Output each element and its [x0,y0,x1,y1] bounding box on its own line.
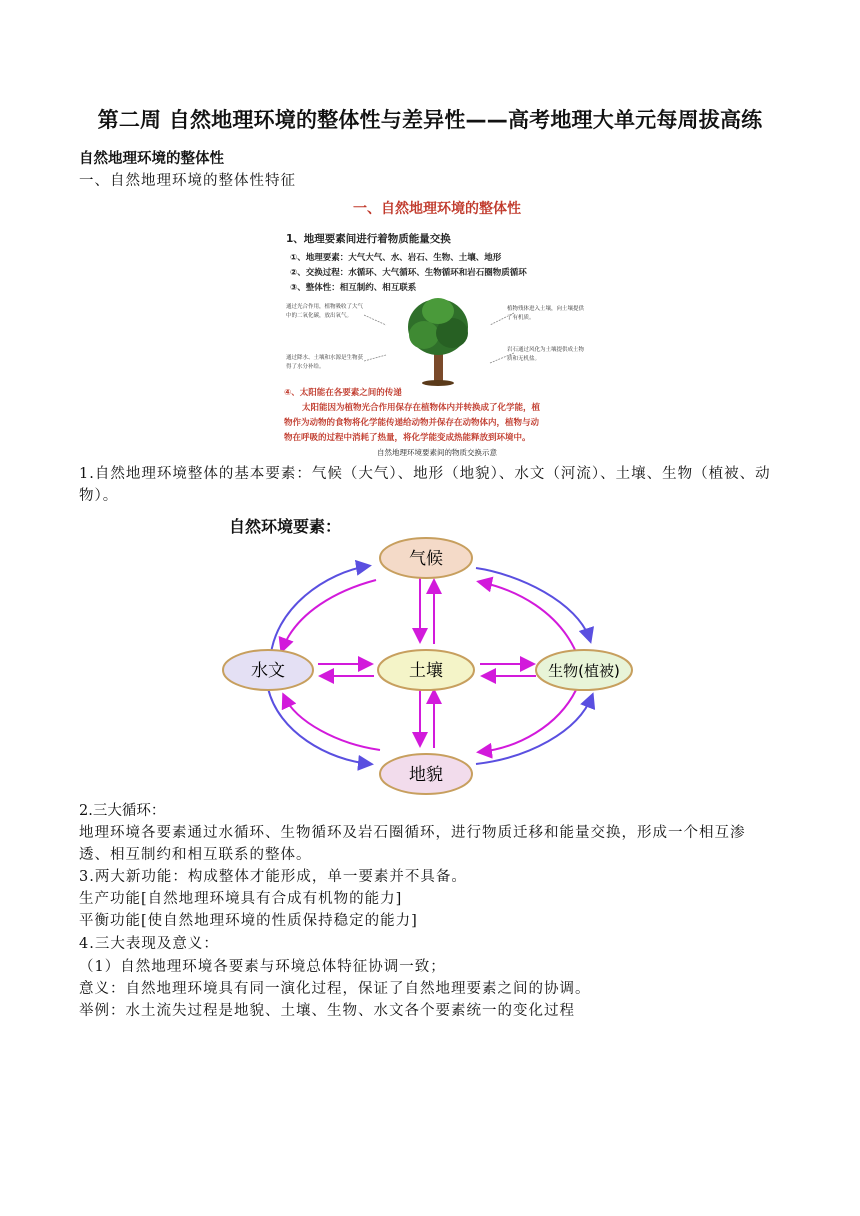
tree-illustration [364,293,514,388]
node-biology [536,650,632,690]
arc-right-to-bottom [480,690,576,752]
paragraph-2-text: 地理环境各要素通过水循环、生物循环及岩石圈循环，进行物质迁移和能量交换，形成一个相互渗透、相互制约和相互联系的整体。 [79,825,746,863]
page-title: 第二周 自然地理环境的整体性与差异性——高考地理大单元每周拔高练 [97,108,763,132]
arc-left-to-top [270,566,368,662]
arc-top-to-left [282,580,376,650]
elements-diagram [218,512,638,800]
node-biology-label: 生物(植被) [548,662,620,680]
figure1-note-2: 植物残体进入土壤，向土壤提供了有机质。 [507,306,585,321]
figure2-title: 自然环境要素： [229,517,342,536]
paragraph-3-b: 平衡功能[使自然地理环境的性质保持稳定的能力] [79,913,418,929]
paragraph-2-title: 2.三大循环： [79,803,166,819]
arc-bottom-to-right [476,696,592,764]
figure1-heading: 一、自然地理环境的整体性 [353,201,521,217]
node-climate [380,538,472,578]
node-hydrology [223,650,313,690]
figure-environment-elements [218,512,638,800]
node-landform-label: 地貌 [409,765,443,785]
arc-right-to-top [480,582,576,652]
node-landform [380,754,472,794]
figure1-sun-line-1: 太阳能因为植物光合作用保存在植物体内并转换成了化学能，植 [302,403,541,413]
section-heading: 自然地理环境的整体性 [79,151,224,167]
figure1-sun-line-2: 物作为动物的食物将化学能传递给动物并保存在动物体内，植物与动 [284,418,540,428]
paragraph-4-title: 4.三大表现及意义： [79,936,219,952]
figure1-sun-heading: ④、太阳能在各要素之间的传递 [284,388,402,398]
subheading: 一、自然地理环境的整体性特征 [79,173,296,189]
paragraph-3-a: 生产功能[自然地理环境具有合成有机物的能力] [79,891,403,907]
figure-material-exchange [274,193,600,461]
node-climate-label: 气候 [409,549,443,569]
figure1-note-4: 岩石通过风化为土壤提供成土物质和无机盐。 [507,347,585,362]
arc-bottom-to-left [284,696,380,750]
figure1-bullet-3: ③、整体性：相互制约、相互联系 [290,283,417,293]
figure1-item1: 1、地理要素间进行着物质能量交换 [286,233,451,245]
figure1-caption: 自然地理环境要素间的物质交换示意 [377,448,497,457]
figure1-sun-line-3: 物在呼吸的过程中消耗了热量，将化学能变成热能释放到环境中。 [284,433,531,443]
node-hydrology-label: 水文 [251,661,285,681]
paragraph-4-b: 意义：自然地理环境具有同一演化过程，保证了自然地理要素之间的协调。 [79,981,591,997]
figure1-note-1: 通过光合作用，植物吸收了大气中的二氧化碳，放出氧气。 [286,304,364,319]
paragraph-4-c: 举例：水土流失过程是地貌、土壤、生物、水文各个要素统一的变化过程 [79,1003,575,1019]
figure1-note-3: 通过降水、土壤和水源是生物获得了水分补给。 [286,355,364,370]
node-soil [378,650,474,690]
node-soil-label: 土壤 [409,661,443,681]
figure1-bullet-2: ②、交换过程：水循环、大气循环、生物循环和岩石圈物质循环 [290,268,527,278]
figure1-bullet-1: ①、地理要素：大气大气、水、岩石、生物、土壤、地形 [290,253,502,263]
paragraph-3-title: 3.两大新功能：构成整体才能形成，单一要素并不具备。 [79,869,467,885]
paragraph-1: 1.自然地理环境整体的基本要素：气候（大气）、地形（地貌）、水文（河流）、土壤、生物（植被、动物）。 [79,466,771,504]
arc-left-to-bottom [268,688,370,764]
paragraph-4-a: （1）自然地理环境各要素与环境总体特征协调一致； [79,959,446,975]
